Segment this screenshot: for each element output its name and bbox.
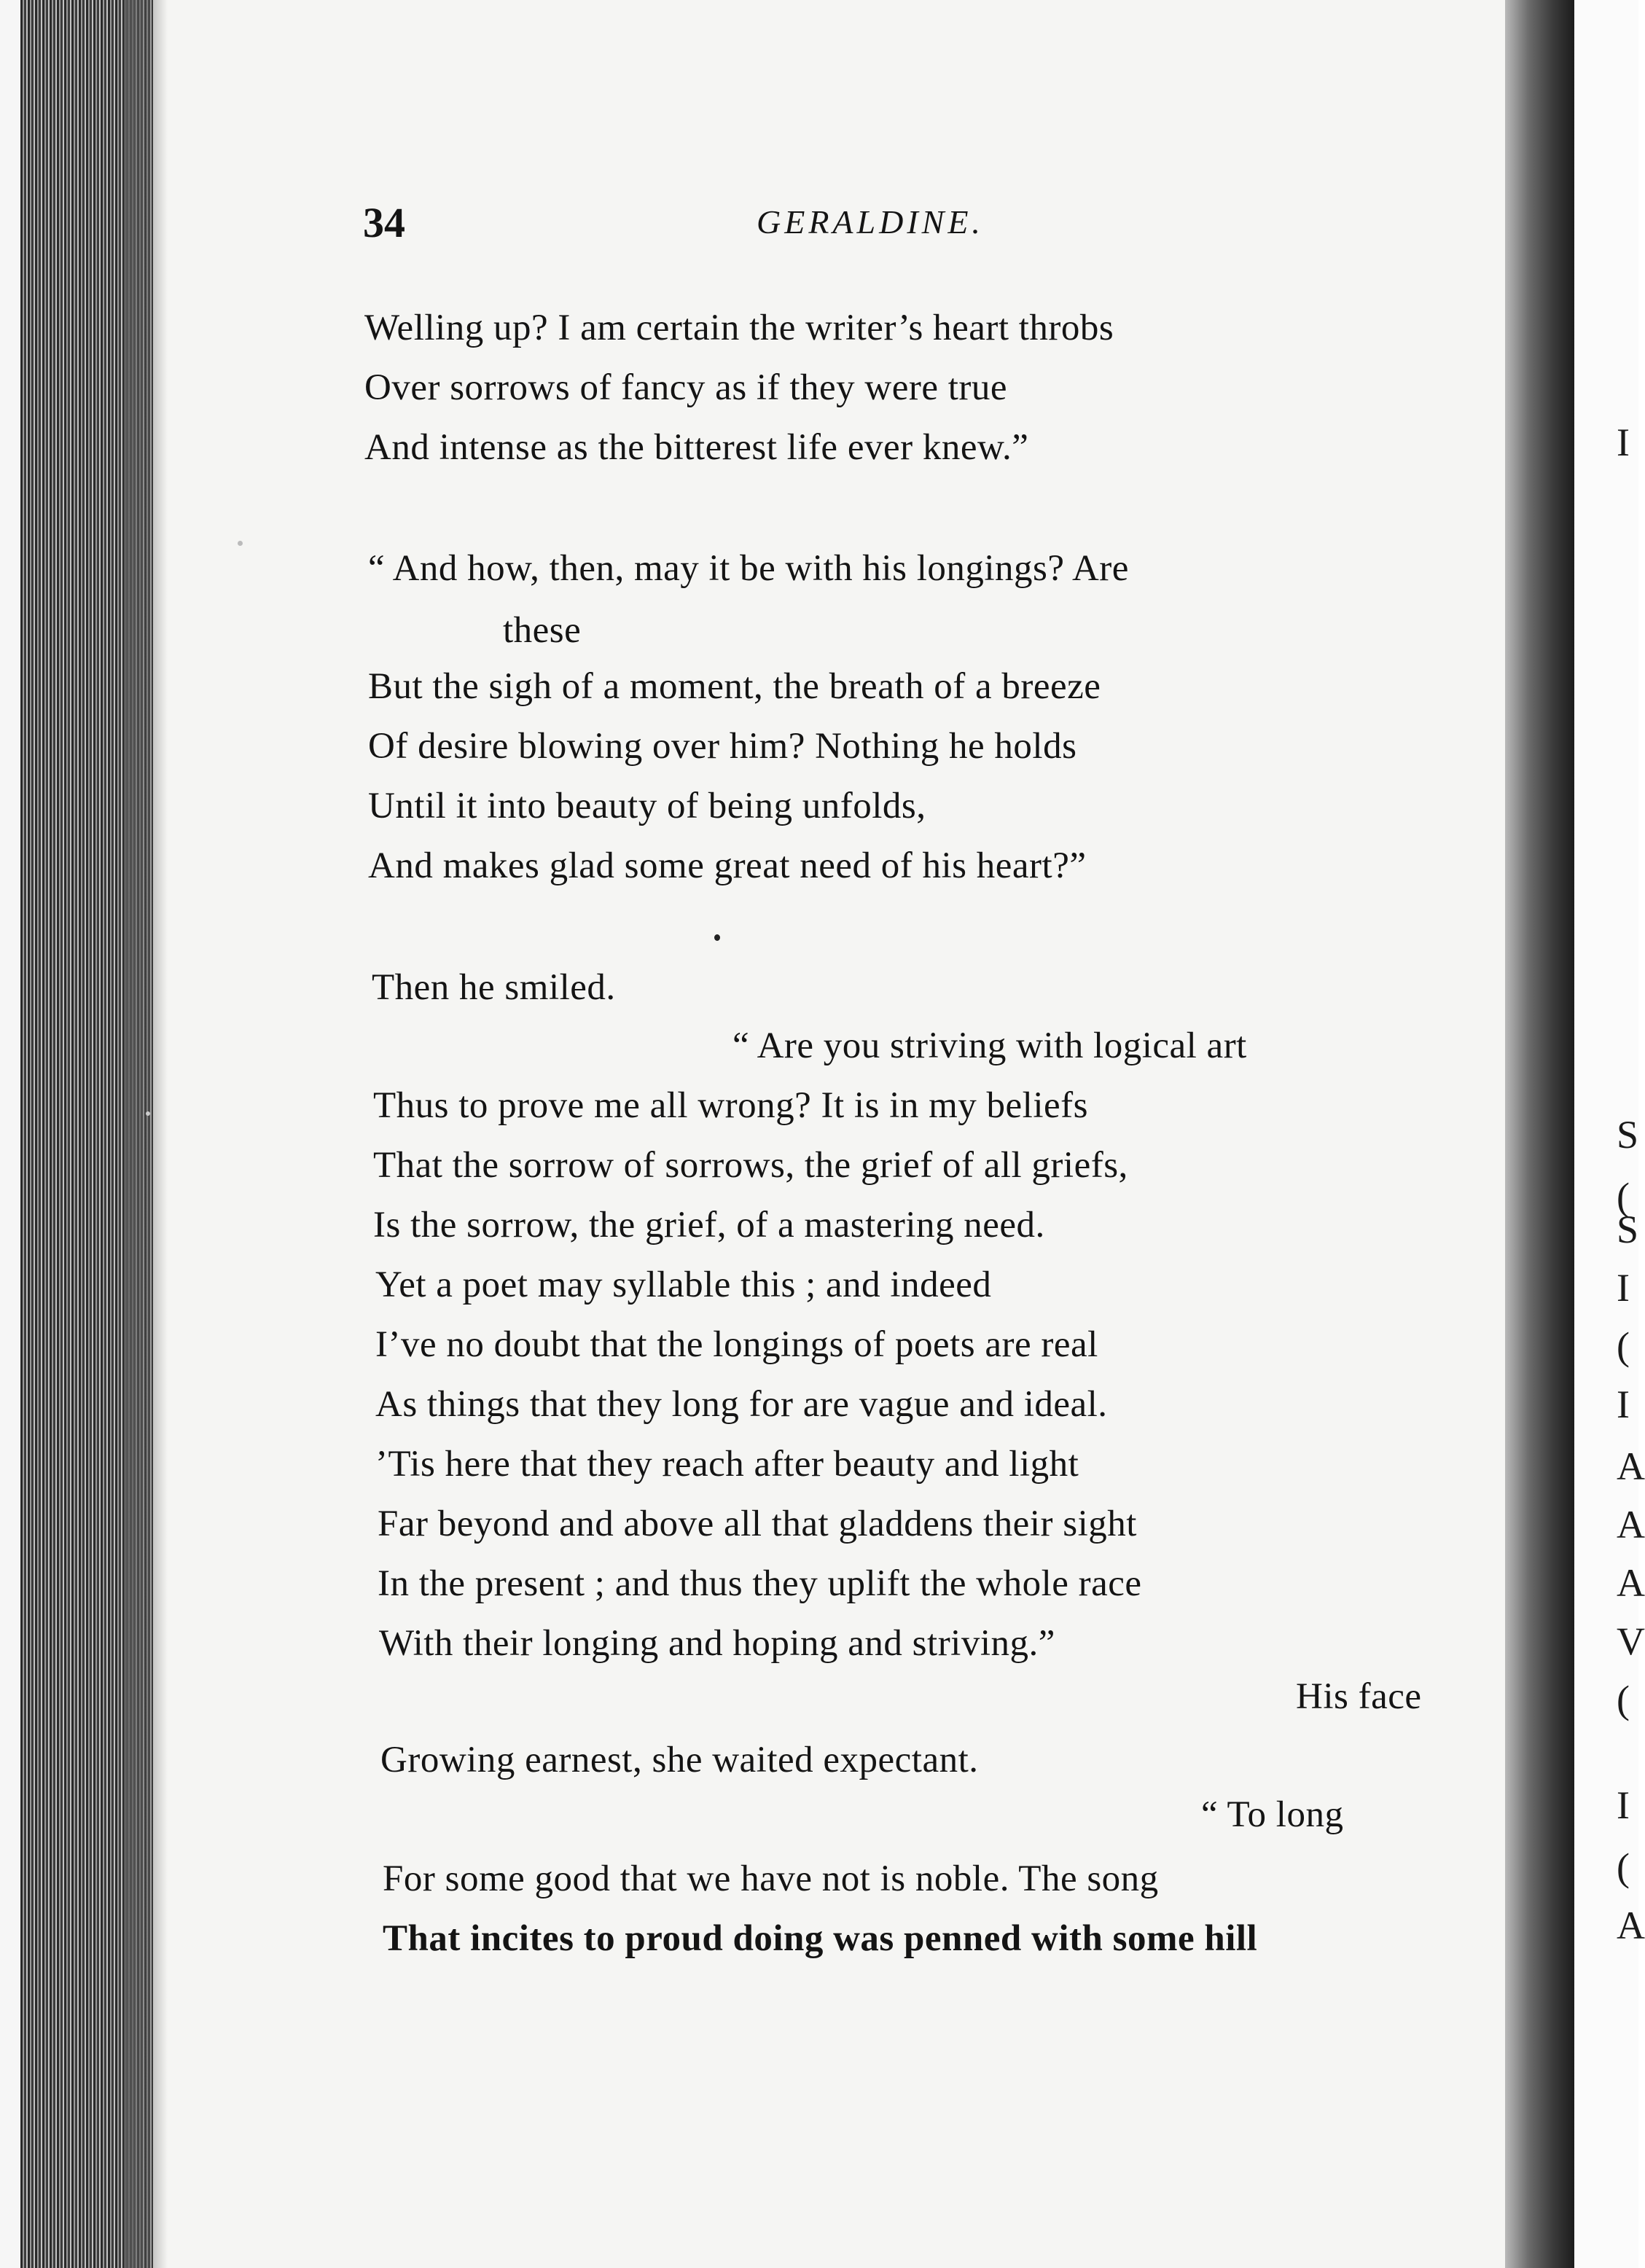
verse-line-indented: His face xyxy=(1296,1676,1422,1717)
verse-line: That the sorrow of sorrows, the grief of all griefs, xyxy=(373,1145,1128,1186)
verse-line: Thus to prove me all wrong? It is in my beliefs xyxy=(373,1085,1088,1126)
facing-page-fragment: A xyxy=(1617,1444,1645,1488)
scan-speck xyxy=(714,934,720,941)
facing-page-fragment: ( xyxy=(1617,1324,1630,1368)
facing-page-fragment: A xyxy=(1617,1904,1645,1947)
verse-line: And intense as the bitterest life ever knew.” xyxy=(364,427,1029,468)
facing-page-fragment: I xyxy=(1617,421,1630,464)
facing-page-fragment: S xyxy=(1617,1113,1639,1157)
verse-line: Welling up? I am certain the writer’s heart throbs xyxy=(364,308,1114,348)
verse-line: ’Tis here that they reach after beauty and light xyxy=(375,1444,1079,1485)
facing-page-fragment: ( xyxy=(1617,1678,1630,1721)
verse-line-indented: “ Are you striving with logical art xyxy=(732,1025,1247,1066)
facing-page-fragment: S xyxy=(1617,1208,1639,1251)
facing-page-fragment: I xyxy=(1617,1266,1630,1310)
verse-line: Far beyond and above all that gladdens their sight xyxy=(378,1503,1137,1544)
facing-page-fragment: A xyxy=(1617,1503,1645,1546)
facing-page-fragment: V xyxy=(1617,1619,1645,1663)
verse-line: Growing earnest, she waited expectant. xyxy=(380,1740,979,1780)
facing-page-fragment: ( xyxy=(1617,1845,1630,1889)
verse-line: Is the sorrow, the grief, of a mastering need. xyxy=(373,1205,1045,1246)
verse-line: In the present ; and thus they uplift the whole race xyxy=(378,1563,1142,1604)
facing-page-fragment: I xyxy=(1617,1383,1630,1426)
scan-speck xyxy=(146,1111,150,1116)
running-title: GERALDINE. xyxy=(757,203,984,241)
verse-line: As things that they long for are vague and ideal. xyxy=(375,1384,1108,1425)
verse-line: Then he smiled. xyxy=(372,967,616,1008)
facing-page-fragment: I xyxy=(1617,1783,1630,1827)
verse-line: But the sigh of a moment, the breath of a breeze xyxy=(368,666,1101,707)
verse-line: And makes glad some great need of his heart?” xyxy=(368,845,1087,886)
verse-line: Yet a poet may syllable this ; and indeed xyxy=(375,1264,992,1305)
verse-line: I’ve no doubt that the longings of poets are real xyxy=(375,1324,1098,1365)
verse-line: Over sorrows of fancy as if they were true xyxy=(364,367,1007,408)
verse-line-continuation: these xyxy=(503,610,582,651)
verse-line: Until it into beauty of being unfolds, xyxy=(368,786,926,826)
verse-line: With their longing and hoping and striving.” xyxy=(379,1623,1055,1664)
verse-line: Of desire blowing over him? Nothing he holds xyxy=(368,726,1077,767)
page-number: 34 xyxy=(363,199,405,246)
verse-line: That incites to proud doing was penned with some hill xyxy=(383,1918,1258,1959)
facing-page-fragment: ( xyxy=(1617,1175,1630,1219)
verse-line: “ And how, then, may it be with his longings? Are xyxy=(368,548,1129,589)
verse-line-indented: “ To long xyxy=(1201,1794,1344,1835)
scan-speck xyxy=(238,541,243,546)
facing-page-fragment: A xyxy=(1617,1561,1645,1605)
verse-line: For some good that we have not is noble. The song xyxy=(383,1858,1159,1899)
